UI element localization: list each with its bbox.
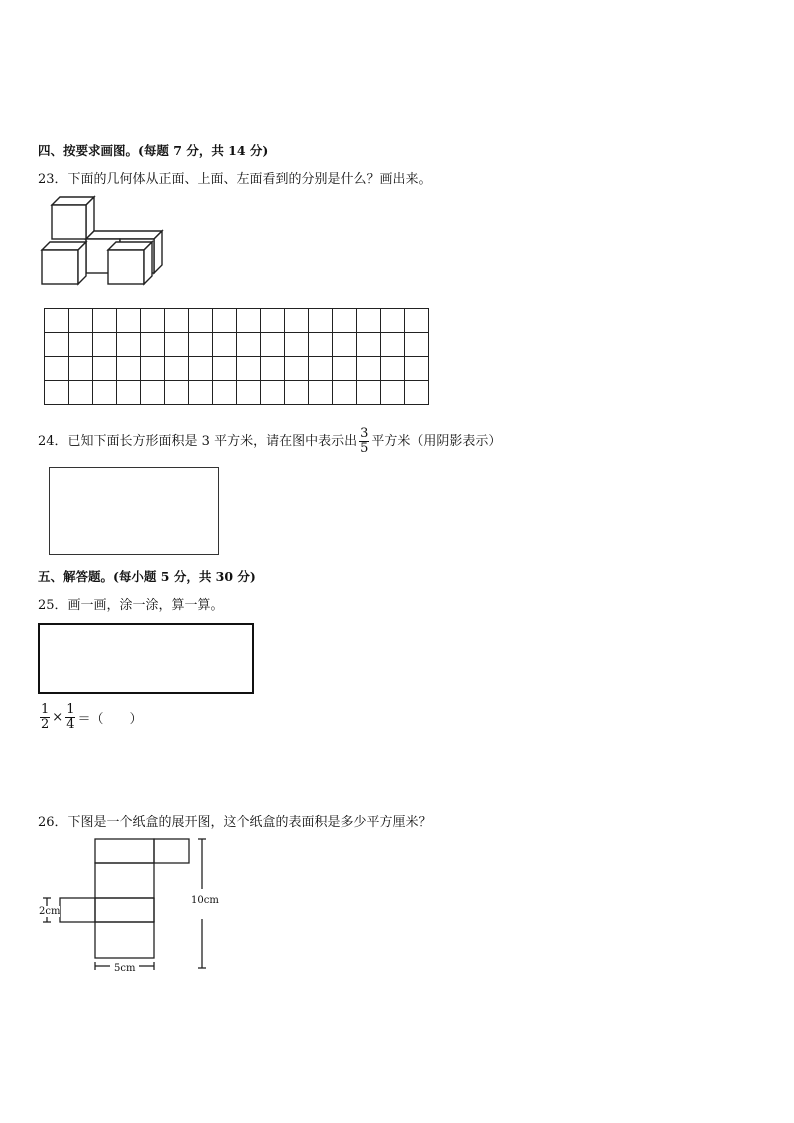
grid-cell[interactable] — [213, 309, 237, 333]
grid-cell[interactable] — [117, 309, 141, 333]
grid-cell[interactable] — [69, 357, 93, 381]
question-23-text: 23．下面的几何体从正面、上面、左面看到的分别是什么？画出来。 — [38, 172, 432, 187]
grid-cell[interactable] — [93, 357, 117, 381]
question-24-prefix: 24．已知下面长方形面积是 3 平方米，请在图中表示出 — [38, 434, 358, 449]
fraction-denominator: 5 — [360, 441, 369, 456]
grid-cell[interactable] — [45, 309, 69, 333]
grid-cell[interactable] — [405, 381, 429, 405]
grid-cell[interactable] — [165, 333, 189, 357]
label-10cm: 10cm — [191, 895, 219, 906]
grid-cell[interactable] — [45, 333, 69, 357]
grid-cell[interactable] — [141, 333, 165, 357]
grid-cell[interactable] — [405, 309, 429, 333]
grid-cell[interactable] — [405, 333, 429, 357]
grid-cell[interactable] — [117, 381, 141, 405]
fraction-three-fifths — [359, 427, 369, 456]
grid-cell[interactable] — [381, 333, 405, 357]
grid-cell[interactable] — [261, 309, 285, 333]
grid-cell[interactable] — [93, 333, 117, 357]
grid-cell[interactable] — [285, 381, 309, 405]
grid-cell[interactable] — [189, 357, 213, 381]
fraction-numerator: 1 — [41, 702, 50, 717]
fraction-one-quarter — [65, 703, 75, 732]
grid-cell[interactable] — [333, 333, 357, 357]
grid-cell[interactable] — [381, 357, 405, 381]
grid-cell[interactable] — [117, 333, 141, 357]
grid-cell[interactable] — [309, 333, 333, 357]
fraction-numerator: 1 — [66, 702, 75, 717]
grid-cell[interactable] — [213, 333, 237, 357]
grid-cell[interactable] — [333, 381, 357, 405]
grid-cell[interactable] — [165, 381, 189, 405]
grid-cell[interactable] — [69, 309, 93, 333]
question-24-suffix: 平方米（用阴影表示） — [371, 434, 502, 449]
grid-cell[interactable] — [357, 381, 381, 405]
grid-cell[interactable] — [189, 333, 213, 357]
question-24-text — [38, 427, 501, 456]
label-2cm: 2cm — [39, 906, 61, 917]
question-25-expression — [38, 703, 142, 732]
question-26-text: 26．下图是一个纸盒的展开图，这个纸盒的表面积是多少平方厘米？ — [38, 815, 432, 830]
grid-cell[interactable] — [357, 309, 381, 333]
grid-cell[interactable] — [285, 333, 309, 357]
draw-shade-rectangle[interactable] — [38, 623, 254, 694]
grid-cell[interactable] — [141, 309, 165, 333]
fraction-denominator: 2 — [41, 717, 50, 732]
grid-cell[interactable] — [213, 381, 237, 405]
times-sign: × — [52, 710, 64, 725]
grid-cell[interactable] — [237, 309, 261, 333]
section-4-heading: 四、按要求画图。(每题 7 分，共 14 分) — [38, 143, 269, 158]
answer-blank[interactable]: ＝（ ） — [77, 712, 143, 727]
grid-cell[interactable] — [237, 381, 261, 405]
cube-stack-figure — [40, 196, 170, 288]
grid-cell[interactable] — [381, 309, 405, 333]
grid-cell[interactable] — [309, 357, 333, 381]
area-rectangle[interactable] — [49, 467, 219, 555]
grid-cell[interactable] — [357, 357, 381, 381]
grid-cell[interactable] — [237, 357, 261, 381]
grid-cell[interactable] — [69, 381, 93, 405]
grid-cell[interactable] — [189, 381, 213, 405]
question-25-text: 25．画一画，涂一涂，算一算。 — [38, 598, 224, 613]
grid-cell[interactable] — [93, 309, 117, 333]
grid-cell[interactable] — [69, 333, 93, 357]
drawing-grid[interactable] — [44, 308, 430, 405]
grid-cell[interactable] — [165, 309, 189, 333]
grid-cell[interactable] — [285, 357, 309, 381]
grid-cell[interactable] — [261, 333, 285, 357]
grid-cell[interactable] — [405, 357, 429, 381]
grid-cell[interactable] — [381, 381, 405, 405]
grid-cell[interactable] — [285, 309, 309, 333]
grid-cell[interactable] — [141, 357, 165, 381]
fraction-numerator: 3 — [360, 426, 369, 441]
grid-cell[interactable] — [357, 333, 381, 357]
grid-cell[interactable] — [261, 381, 285, 405]
grid-cell[interactable] — [237, 333, 261, 357]
grid-cell[interactable] — [45, 357, 69, 381]
grid-cell[interactable] — [261, 357, 285, 381]
grid-cell[interactable] — [333, 357, 357, 381]
grid-cell[interactable] — [141, 381, 165, 405]
label-5cm: 5cm — [114, 963, 136, 974]
grid-cell[interactable] — [309, 381, 333, 405]
section-5-heading: 五、解答题。(每小题 5 分，共 30 分) — [38, 569, 256, 584]
grid-cell[interactable] — [309, 309, 333, 333]
grid-cell[interactable] — [189, 309, 213, 333]
grid-cell[interactable] — [45, 381, 69, 405]
fraction-denominator: 4 — [66, 717, 75, 732]
grid-cell[interactable] — [117, 357, 141, 381]
grid-cell[interactable] — [93, 381, 117, 405]
grid-cell[interactable] — [213, 357, 237, 381]
grid-cell[interactable] — [333, 309, 357, 333]
fraction-one-half — [40, 703, 50, 732]
grid-cell[interactable] — [165, 357, 189, 381]
